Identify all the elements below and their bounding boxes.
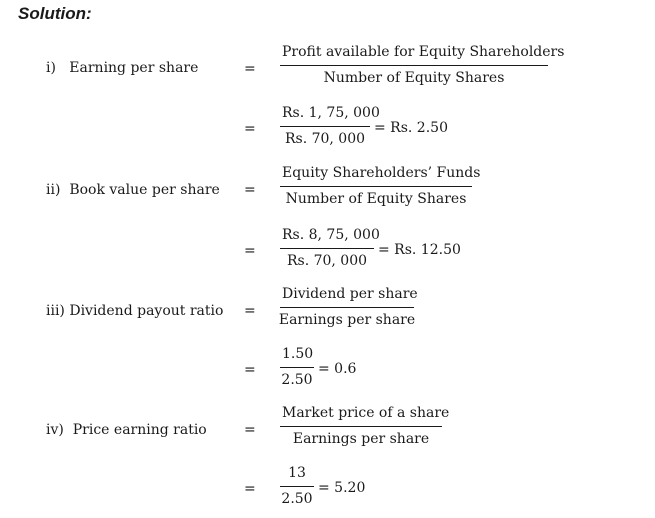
label-price-earning-ratio: iv) Price earning ratio: [46, 422, 207, 438]
calc-result: = Rs. 12.50: [378, 242, 461, 258]
formula-price-earning-ratio: [280, 405, 450, 447]
equals-sign: =: [244, 61, 256, 77]
formula-denominator: Earnings per share: [278, 312, 416, 328]
formula-dividend-payout-ratio: [278, 286, 418, 328]
calc-numerator: Rs. 8, 75, 000: [280, 227, 374, 249]
formula-numerator: Equity Shareholders’ Funds: [280, 165, 472, 187]
formula-numerator: Market price of a share: [280, 405, 442, 427]
calc-denominator: Rs. 70, 000: [286, 253, 368, 269]
calc-denominator: Rs. 70, 000: [284, 131, 366, 147]
calc-denominator: 2.50: [281, 372, 313, 388]
calc-price-earning-ratio: [280, 465, 314, 507]
equals-sign: =: [244, 243, 256, 259]
label-dividend-payout-ratio: iii) Dividend payout ratio: [46, 303, 224, 319]
calc-earning-per-share: [280, 105, 380, 147]
equals-sign: =: [244, 303, 256, 319]
equals-sign: =: [244, 362, 256, 378]
calc-result: = Rs. 2.50: [374, 120, 448, 136]
calc-denominator: 2.50: [281, 491, 313, 507]
equals-sign: =: [244, 481, 256, 497]
formula-denominator: Number of Equity Shares: [323, 70, 505, 86]
calc-book-value-per-share: [280, 227, 380, 269]
equals-sign: =: [244, 121, 256, 137]
calc-numerator: Rs. 1, 75, 000: [280, 105, 370, 127]
formula-earning-per-share: [280, 44, 565, 86]
label-earning-per-share: i) Earning per share: [46, 60, 199, 76]
calc-numerator: 13: [280, 465, 314, 487]
formula-denominator: Number of Equity Shares: [285, 191, 467, 207]
label-book-value-per-share: ii) Book value per share: [46, 182, 220, 198]
formula-book-value-per-share: [280, 165, 481, 207]
formula-numerator: Dividend per share: [280, 286, 414, 308]
formula-numerator: Profit available for Equity Shareholders: [280, 44, 548, 66]
equals-sign: =: [244, 422, 256, 438]
calc-numerator: 1.50: [280, 346, 314, 368]
formula-denominator: Earnings per share: [292, 431, 430, 447]
calc-dividend-payout-ratio: [280, 346, 314, 388]
calc-result: = 0.6: [318, 361, 357, 377]
equals-sign: =: [244, 182, 256, 198]
solution-heading: Solution:: [18, 4, 92, 23]
calc-result: = 5.20: [318, 480, 366, 496]
